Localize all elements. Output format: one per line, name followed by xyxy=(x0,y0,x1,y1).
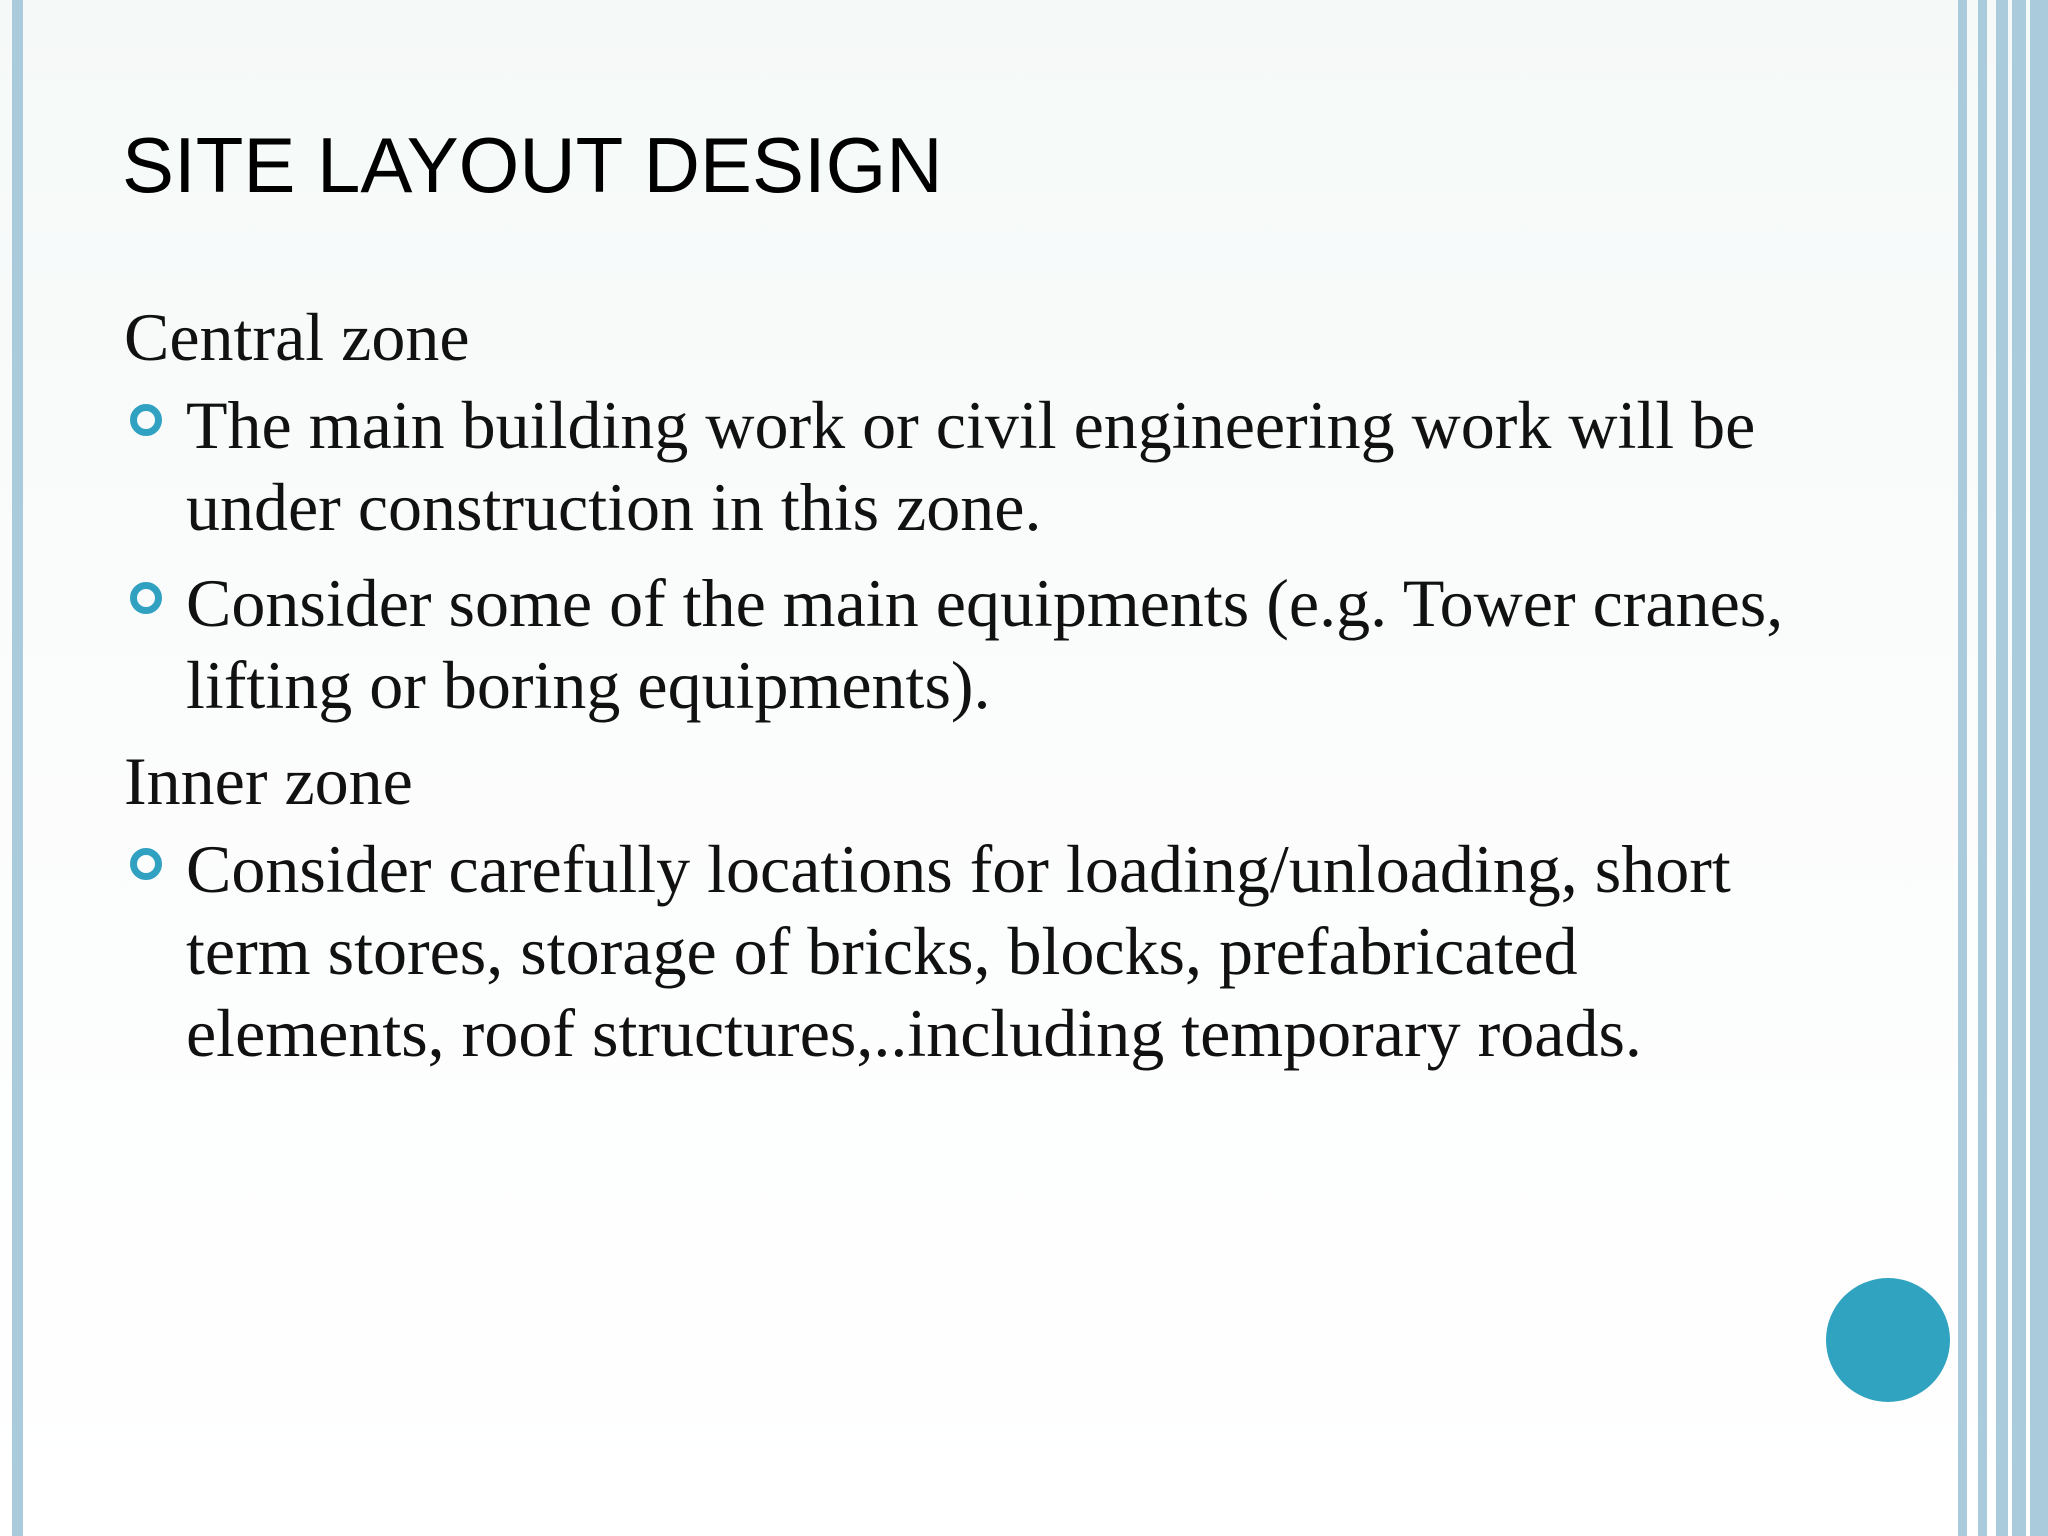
slide-body xyxy=(122,296,1822,1088)
bullet-text: The main building work or civil engineering work will be under construction in this zone. xyxy=(186,387,1756,545)
section-heading: Central zone xyxy=(124,299,470,375)
right-border-stripe xyxy=(1978,0,1987,1536)
bullet-text: Consider some of the main equipments (e.g. Tower cranes, lifting or boring equipments). xyxy=(186,565,1784,723)
ring-bullet-icon xyxy=(130,404,162,436)
bullet-text: Consider carefully locations for loading/unloading, short term stores, storage of bricks, blocks, prefabricated elements, roof structures,..including temporary roads. xyxy=(186,831,1731,1071)
section-heading: Inner zone xyxy=(124,743,413,819)
right-border-stripe xyxy=(1996,0,2008,1536)
circle-decoration-icon xyxy=(1826,1278,1950,1402)
ring-bullet-icon xyxy=(130,582,162,614)
bullet-item xyxy=(122,562,1822,726)
bullet-item xyxy=(122,384,1822,548)
right-border-stripe xyxy=(2012,0,2026,1536)
right-border-stripe xyxy=(2030,0,2048,1536)
ring-bullet-icon xyxy=(130,848,162,880)
slide-title: SITE LAYOUT DESIGN xyxy=(122,121,943,209)
left-border-stripe xyxy=(12,0,23,1536)
bullet-item xyxy=(122,828,1822,1074)
right-border-stripe xyxy=(1958,0,1967,1536)
